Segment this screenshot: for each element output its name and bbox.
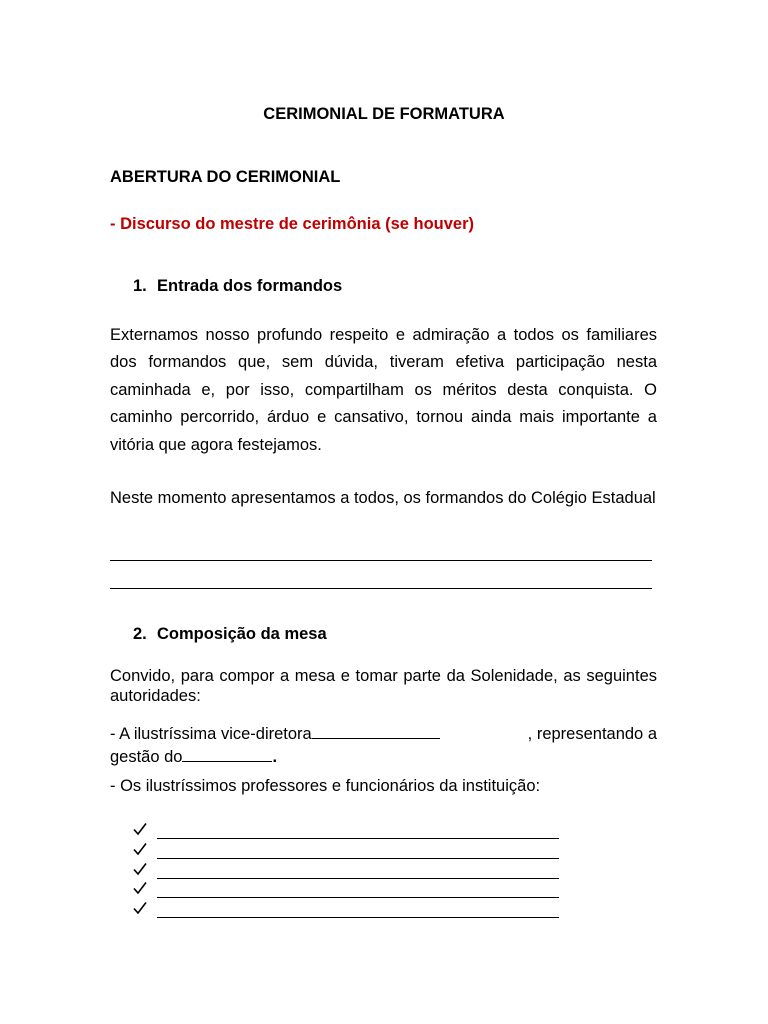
- tribute-paragraph: Externamos nosso profundo respeito e admiração a todos os familiares dos formandos que, sem dúvida, tiveram efetiva participação nesta caminhada e, por isso, compartilham os méritos desta conquista. O caminho percorrido, árduo e cansativo, tornou ainda mais importante a vitória que agora festejamos.: [110, 326, 657, 454]
- checklist-blank-line: [157, 917, 559, 918]
- vice-director-paragraph: [110, 722, 657, 767]
- checklist-blank-line: [157, 858, 559, 859]
- section-2-number: 2.: [133, 625, 147, 643]
- section-2-heading: [133, 623, 327, 645]
- document-title: CERIMONIAL DE FORMATURA: [263, 105, 505, 123]
- school-name-blank-line-2: [110, 588, 652, 589]
- vice-director-prefix: - A ilustríssima vice-diretora: [110, 725, 312, 743]
- checklist-blank-line: [157, 878, 559, 879]
- checkmark-icon: [133, 901, 147, 915]
- staff-line: - Os ilustríssimos professores e funcionários da instituição:: [110, 777, 541, 795]
- speech-note: - Discurso do mestre de cerimônia (se houver): [110, 215, 475, 233]
- opening-heading: ABERTURA DO CERIMONIAL: [110, 168, 341, 186]
- vice-director-name-blank: [312, 722, 440, 739]
- checkmark-icon: [133, 842, 147, 856]
- checkmark-icon: [133, 862, 147, 876]
- management-blank: [182, 745, 272, 762]
- vice-director-mid-1: , representando a: [527, 725, 657, 743]
- checklist-blank-line: [157, 897, 559, 898]
- invite-paragraph: Convido, para compor a mesa e tomar parte da Solenidade, as seguintes autoridades:: [110, 667, 657, 705]
- checklist-blank-line: [157, 838, 559, 839]
- checkmark-icon: [133, 881, 147, 895]
- presentation-paragraph: Neste momento apresentamos a todos, os formandos do Colégio Estadual: [110, 489, 656, 507]
- vice-director-end: .: [272, 747, 278, 766]
- section-1-heading: [133, 275, 342, 297]
- section-1-number: 1.: [133, 277, 147, 295]
- section-2-title: Composição da mesa: [157, 625, 327, 643]
- vice-director-mid-2: gestão do: [110, 747, 183, 766]
- section-1-title: Entrada dos formandos: [157, 277, 343, 295]
- school-name-blank-line-1: [110, 560, 652, 561]
- checkmark-icon: [133, 822, 147, 836]
